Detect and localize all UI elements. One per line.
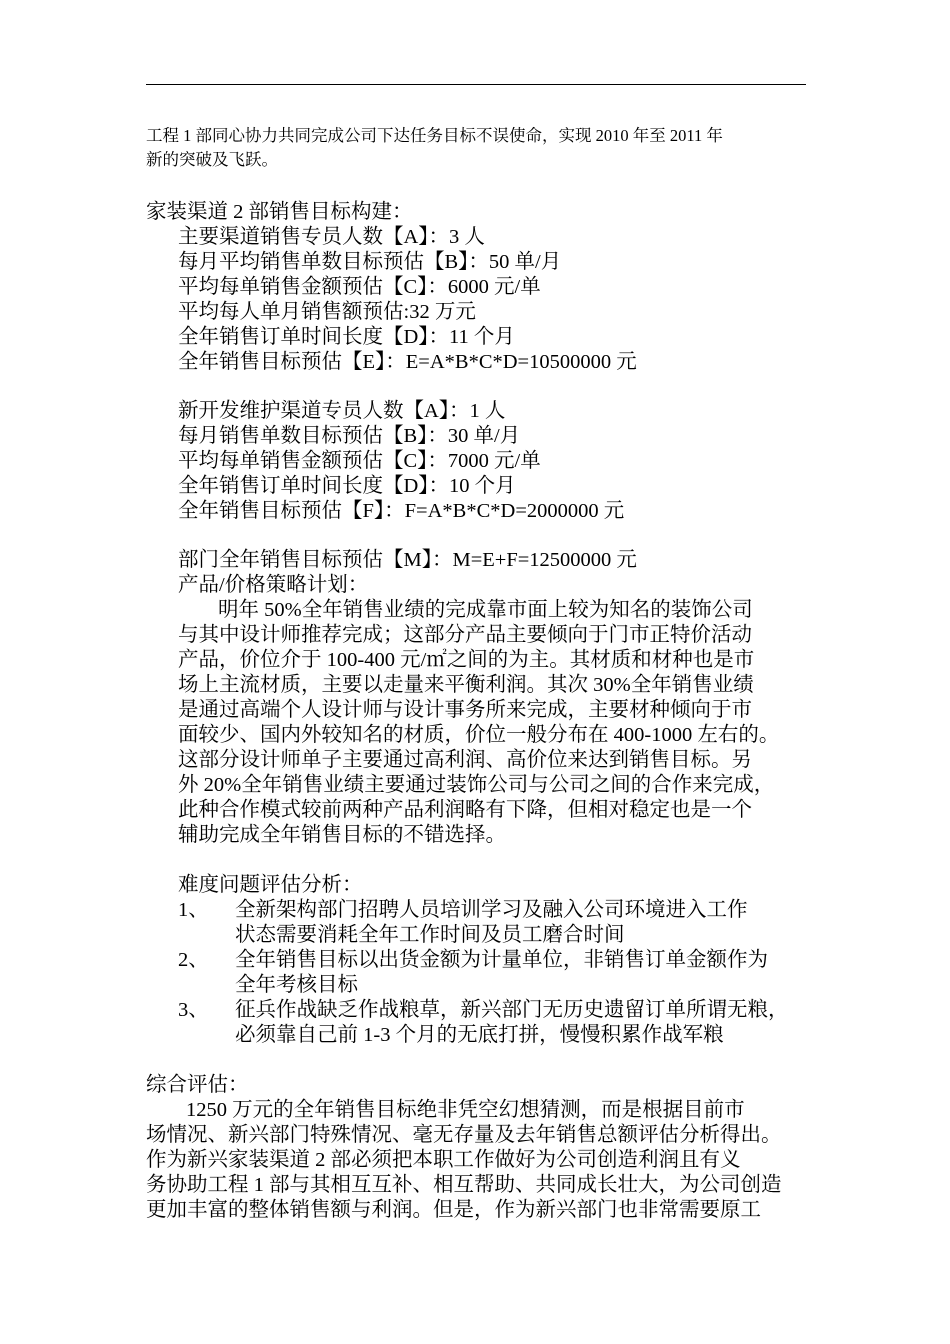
product-strategy-line: 产品，价位介于 100-400 元/㎡之间的为主。其材质和材种也是市 (178, 649, 755, 671)
product-strategy-line: 外 20%全年销售业绩主要通过装饰公司与公司之间的合作来完成， (178, 774, 775, 796)
difficulty-item-text: 征兵作战缺乏作战粮草，新兴部门无历史遗留订单所谓无粮， (235, 999, 789, 1021)
new-channel-line: 每月销售单数目标预估【B】：30 单/月 (178, 425, 521, 447)
product-strategy-line: 辅助完成全年销售目标的不错选择。 (178, 824, 506, 846)
difficulty-item-text: 必须靠自己前 1-3 个月的无底打拼，慢慢积累作战军粮 (235, 1024, 724, 1046)
difficulty-heading: 难度问题评估分析： (178, 874, 363, 896)
new-channel-line: 平均每单销售金额预估【C】：7000 元/单 (178, 450, 541, 472)
summary-line: 1250 万元的全年销售目标绝非凭空幻想猜测，而是根据目前市 (186, 1099, 745, 1121)
difficulty-item-text: 全年销售目标以出货金额为计量单位，非销售订单金额作为 (235, 949, 768, 971)
difficulty-item-number: 1、 (178, 899, 209, 921)
product-strategy-line: 此种合作模式较前两种产品利润略有下降，但相对稳定也是一个 (178, 799, 752, 821)
summary-line: 务协助工程 1 部与其相互互补、相互帮助、共同成长壮大，为公司创造 (146, 1174, 782, 1196)
intro-line-2: 新的突破及飞跃。 (146, 150, 278, 169)
main-channel-total-line: 全年销售目标预估【E】：E=A*B*C*D=10500000 元 (178, 351, 637, 373)
new-channel-line: 全年销售订单时间长度【D】：10 个月 (178, 475, 516, 497)
main-channel-line: 主要渠道销售专员人数【A】：3 人 (178, 226, 485, 248)
difficulty-item-text: 状态需要消耗全年工作时间及员工磨合时间 (235, 924, 625, 946)
product-strategy-line: 场上主流材质，主要以走量来平衡利润。其次 30%全年销售业绩 (178, 674, 754, 696)
difficulty-item-number: 2、 (178, 949, 209, 971)
department-total-line: 部门全年销售目标预估【M】：M=E+F=12500000 元 (178, 549, 637, 571)
channel2-heading: 家装渠道 2 部销售目标构建： (146, 201, 413, 223)
difficulty-item-text: 全年考核目标 (235, 974, 358, 996)
product-strategy-line: 面较少、国内外较知名的材质，价位一般分布在 400-1000 左右的。 (178, 724, 780, 746)
summary-line: 更加丰富的整体销售额与利润。但是，作为新兴部门也非常需要原工 (146, 1199, 761, 1221)
summary-line: 作为新兴家装渠道 2 部必须把本职工作做好为公司创造利润且有义 (146, 1149, 741, 1171)
difficulty-item-text: 全新架构部门招聘人员培训学习及融入公司环境进入工作 (235, 899, 748, 921)
summary-heading: 综合评估： (146, 1074, 249, 1096)
product-strategy-line: 是通过高端个人设计师与设计事务所来完成，主要材种倾向于市 (178, 699, 752, 721)
product-strategy-line: 明年 50%全年销售业绩的完成靠市面上较为知名的装饰公司 (218, 599, 753, 621)
main-channel-line: 平均每单销售金额预估【C】：6000 元/单 (178, 276, 541, 298)
product-strategy-line: 与其中设计师推荐完成；这部分产品主要倾向于门市正特价活动 (178, 624, 752, 646)
new-channel-total-line: 全年销售目标预估【F】：F=A*B*C*D=2000000 元 (178, 500, 625, 522)
main-channel-line: 平均每人单月销售额预估:32 万元 (178, 301, 476, 323)
main-channel-line: 全年销售订单时间长度【D】：11 个月 (178, 326, 515, 348)
new-channel-line: 新开发维护渠道专员人数【A】：1 人 (178, 400, 506, 422)
product-strategy-heading: 产品/价格策略计划： (178, 574, 369, 596)
product-strategy-line: 这部分设计师单子主要通过高利润、高价位来达到销售目标。另 (178, 749, 752, 771)
summary-line: 场情况、新兴部门特殊情况、毫无存量及去年销售总额评估分析得出。 (146, 1124, 782, 1146)
header-rule (146, 84, 806, 85)
difficulty-item-number: 3、 (178, 999, 209, 1021)
intro-line-1: 工程 1 部同心协力共同完成公司下达任务目标不误使命，实现 2010 年至 2011 年 (146, 126, 723, 145)
main-channel-line: 每月平均销售单数目标预估【B】：50 单/月 (178, 251, 562, 273)
